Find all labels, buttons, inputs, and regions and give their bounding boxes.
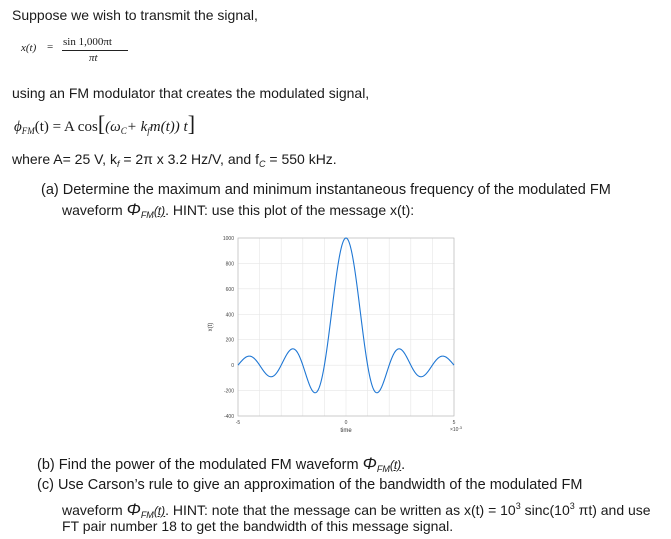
part-b-label: (b) [37,457,55,473]
xt-label: x(t) [21,42,37,54]
part-b-phi: Φ [362,454,377,473]
part-b-line [37,455,405,478]
y-tick-label: 600 [225,286,234,293]
bracket-open: [ [97,111,106,136]
part-c-line-1-text: Use Carson’s rule to give an approximation of the bandwidth of the modulated FM [53,477,583,493]
part-a-phi-sub: FM [140,210,154,220]
part-c-mid-2: sinc(10 [520,502,570,518]
y-tick-label: 200 [225,337,234,344]
message-plot-svg [200,230,466,446]
params-kf-sub: f [116,159,120,169]
part-c-label: (c) [37,477,54,493]
y-tick-label: 0 [231,363,234,370]
params-suffix: = 550 kHz. [265,151,337,167]
fraction-numerator: sin 1,000πt [63,36,112,48]
part-b-phi-sub: FM [376,464,390,474]
part-a-suffix: . HINT: use this plot of the message x(t): [165,202,415,218]
y-axis-label: x(t) [208,322,214,332]
x-tick-label: -5 [235,420,241,426]
x-tick-label: 0 [344,420,348,426]
equals-sign: = [47,41,54,53]
x-tick-labels [236,420,456,426]
part-b-text: Find the power of the modulated FM waveform [54,457,363,473]
y-tick-label: -400 [223,414,234,420]
message-plot [200,230,466,446]
intro-line-1: Suppose we wish to transmit the signal, [12,7,258,23]
part-c-prefix: waveform [62,502,127,518]
fm-inner: (ω [105,119,121,135]
fm-equation [14,113,195,136]
fraction-bar [62,50,128,51]
x-scale-base: ×10 [449,427,459,433]
part-c-phi-sub: FM [140,510,154,520]
fraction-denominator: πt [89,52,98,64]
part-a-line-2 [62,201,414,224]
part-a-phi: Φ [126,200,141,219]
part-a-prefix: waveform [62,202,127,218]
x-scale-exp: -3 [458,425,462,430]
part-a-line-1: (a) Determine the maximum and minimum instantaneous frequency of the modulated FM [41,182,611,198]
part-c-end: πt) and use [574,502,651,518]
part-c-mid: . HINT: note that the message can be written as x(t) = 10 [165,502,516,518]
fm-phi-sub: FM [21,126,35,136]
part-c-line-3: FT pair number 18 to get the bandwidth of this message signal. [62,518,454,534]
plot-grid [238,238,454,416]
x-axis-label: time [340,428,352,434]
part-b-suffix: . [401,457,406,473]
part-b-phi-arg: (t) [389,458,402,472]
part-c-exp-2: 3 [569,501,575,511]
part-c-phi-arg: (t) [153,504,166,518]
fm-inner-2: + k [126,119,148,135]
fm-inner-sub-2: f [147,126,150,136]
y-tick-label: 400 [225,312,234,319]
fm-lhs-arg: (t) = A cos [34,119,98,135]
fm-phi: ϕ [14,119,22,135]
params-mid: = 2π x 3.2 Hz/V, and f [119,151,259,167]
intro-line-2: using an FM modulator that creates the modulated signal, [12,85,370,101]
y-tick-labels [223,236,234,420]
x-tick-label: 5 [452,420,456,426]
part-c-line-1 [37,476,582,494]
params-prefix: where A= 25 V, k [12,151,117,167]
parameters-line [12,150,337,173]
y-tick-label: -200 [223,388,234,395]
bracket-close: ] [187,111,196,136]
part-c-phi: Φ [126,500,141,519]
part-a-phi-arg: (t) [153,204,166,218]
fm-inner-sub: C [120,126,127,136]
y-tick-label: 800 [225,261,234,268]
part-c-exp-1: 3 [515,501,521,511]
y-tick-label: 1000 [222,236,234,242]
fm-inner-3: m(t)) t [149,119,188,135]
params-fc-sub: C [258,159,266,169]
x-scale-note [450,425,463,433]
